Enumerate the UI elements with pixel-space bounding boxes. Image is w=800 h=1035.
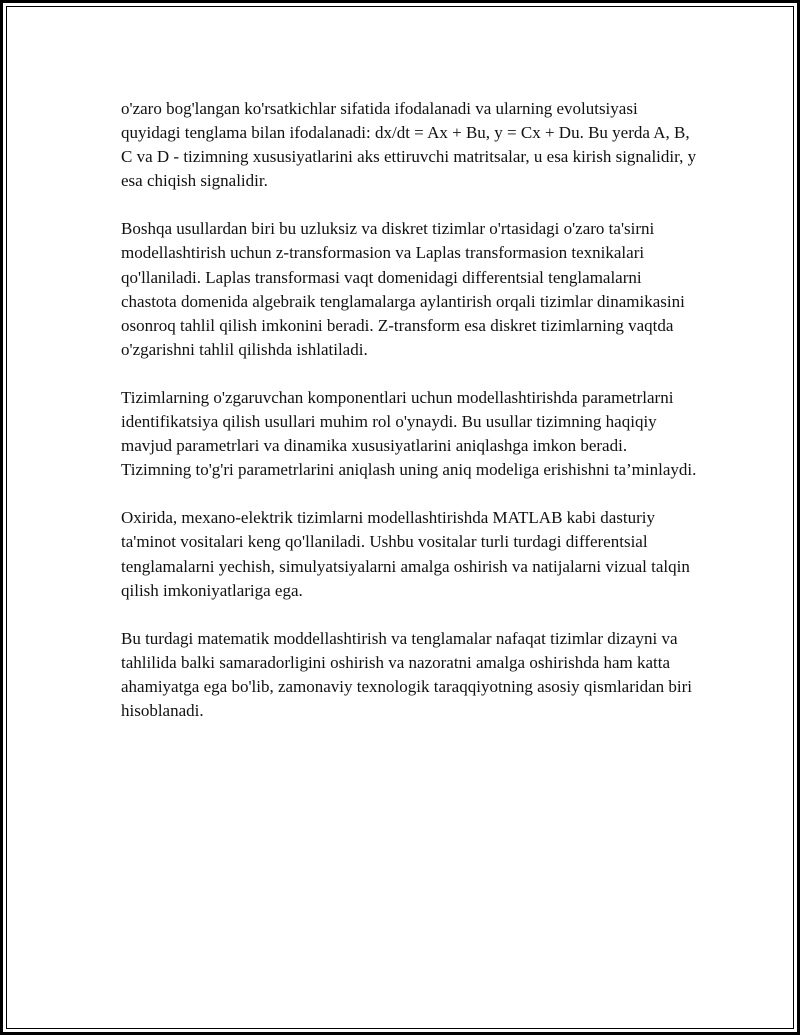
document-body (121, 97, 701, 747)
paragraph-state-space: o'zaro bog'langan ko'rsatkichlar sifatida ifodalanadi va ularning evolutsiyasi quyidagi tenglama bilan ifodalanadi: dx/dt = Ax + Bu, y = Cx + Du. Bu yerda A, B, C va D - tizimning xususiyatlarini aks ettiruvchi matritsalar, u esa kirish signalidir, y esa chiqish signalidir. (121, 99, 697, 191)
paragraph-laplace-z-transform: Boshqa usullardan biri bu uzluksiz va diskret tizimlar o'rtasidagi o'zaro ta'sirni modellashtirish uchun z-transformasion va Laplas transformasion texnikalari qo'llaniladi. Laplas transformasi vaqt domenidagi differentsial tenglamalarni chastota domenida algebraik tenglamalarga aylantirish orqali tizimlar dinamikasini osonroq tahlil qilish imkonini beradi. Z-transform esa diskret tizimlarning vaqtda o'zgarishni tahlil qilishda ishlatiladi. (121, 219, 685, 359)
paragraph-parameter-identification: Tizimlarning o'zgaruvchan komponentlari uchun modellashtirishda parametrlarni identifikatsiya qilish usullari muhim rol o'ynaydi. Bu usullar tizimning haqiqiy mavjud parametrlari va dinamika xususiyatlarini aniqlashga imkon beradi. Tizimning to'g'ri parametrlarini aniqlash uning aniq modeliga erishishni ta’minlaydi. (121, 387, 697, 480)
paragraph-conclusion: Bu turdagi matematik moddellashtirish va tenglamalar nafaqat tizimlar dizayni va tahlilida balki samaradorligini oshirish va nazoratni amalga oshirishda ham katta ahamiyatga ega bo'lib, zamonaviy texnologik taraqqiyotning asosiy qismlaridan biri hisoblanadi. (121, 628, 693, 720)
paragraph-matlab-tools: Oxirida, mexano-elektrik tizimlarni modellashtirishda MATLAB kabi dasturiy ta'minot vositalari keng qo'llaniladi. Ushbu vositalar turli turdagi differentsial tenglamalarni yechish, simulyatsiyalarni amalga oshirish va natijalarni vizual talqin qilish imkoniyatlariga ega. (121, 508, 690, 600)
